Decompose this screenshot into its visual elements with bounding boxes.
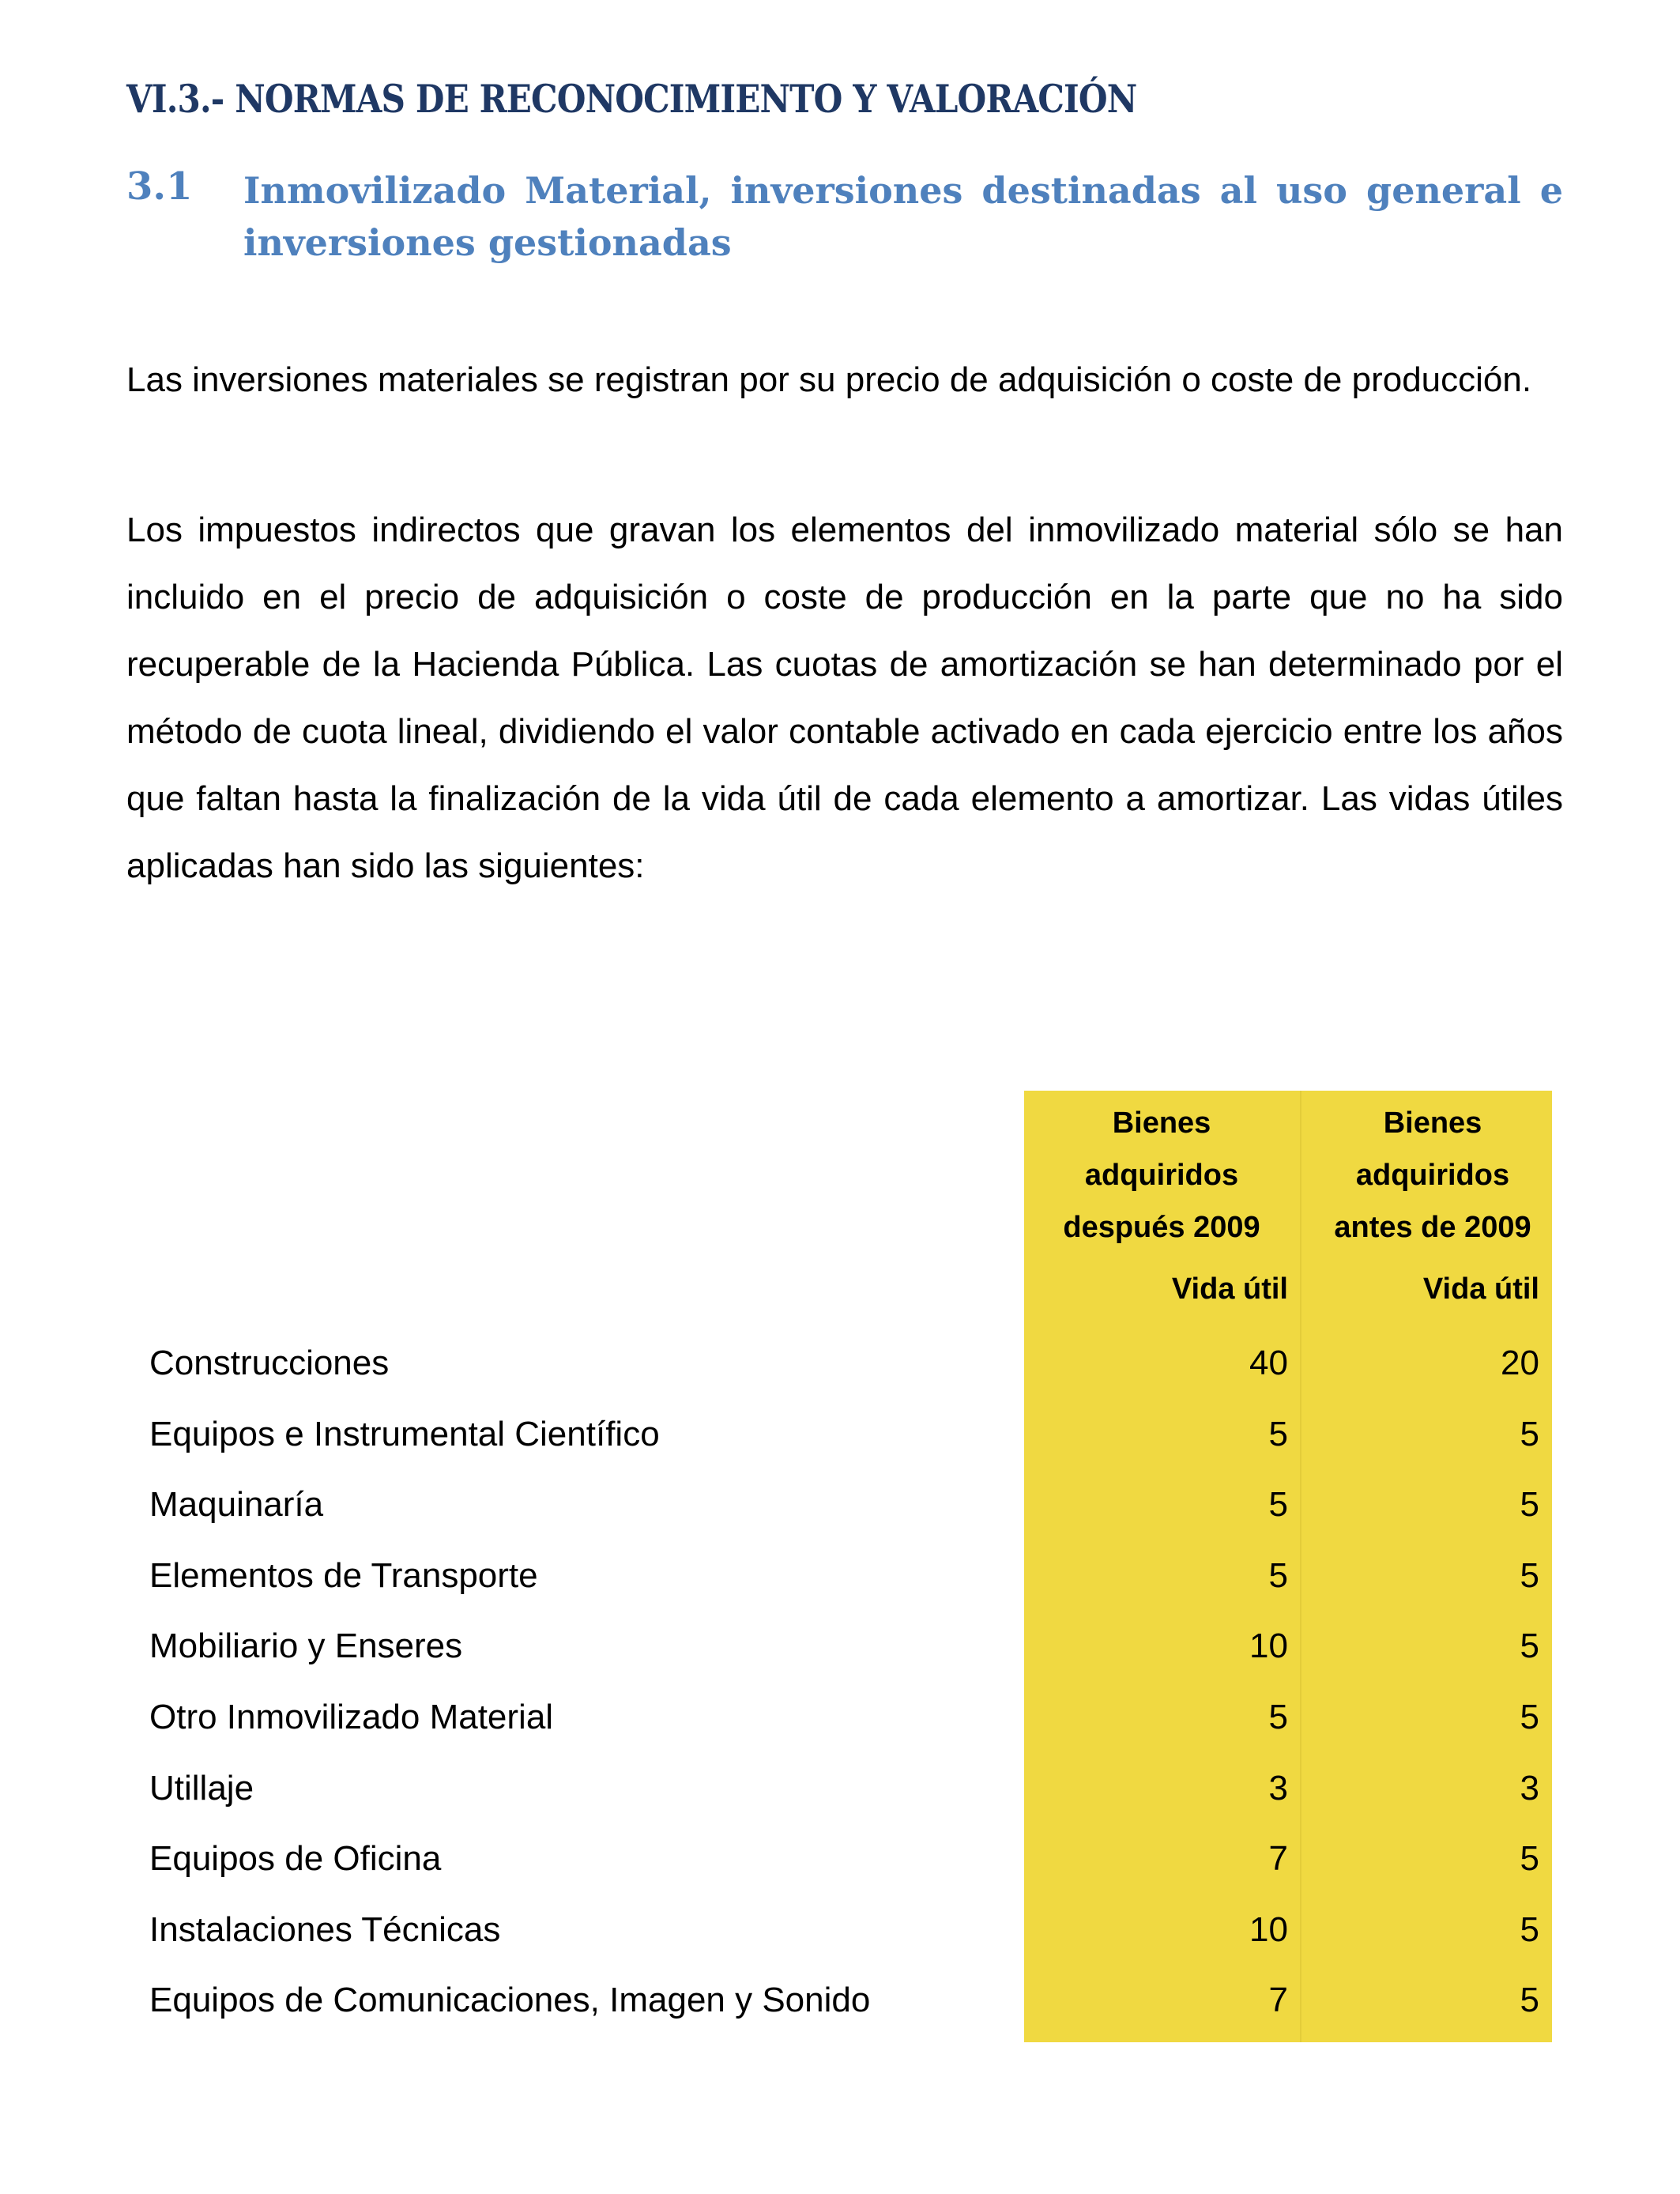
subheader-vida-util-after: Vida útil [1171,1272,1288,1306]
section-title [243,164,1563,269]
table-row [0,1682,1680,1753]
row-value-after-2009: 10 [1249,1627,1288,1666]
row-value-after-2009: 5 [1268,1485,1288,1525]
subheader-vida-util-before: Vida útil [1422,1272,1539,1306]
row-label: Equipos de Oficina [149,1839,442,1879]
header-line: adquiridos [1355,1159,1510,1192]
row-value-after-2009: 5 [1268,1555,1288,1595]
row-value-before-2009: 5 [1520,1627,1539,1666]
paragraph-2: Los impuestos indirectos que gravan los elementos del inmovilizado material sólo se han incluido en el precio de adquisición o coste de producción en la parte que no ha sido recuperable de la Hacienda Pública. Las cuotas de amortización se han determinado por el método de cuota lineal, dividiendo el valor contable activado en cada ejercicio entre los años que faltan hasta la finalización de la vida útil de cada elemento a amortizar. Las vidas útiles aplicadas han sido las siguientes: [126,511,1563,885]
row-value-before-2009: 5 [1520,1839,1539,1879]
paragraph-1: Las inversiones materiales se registran por su precio de adquisición o coste de producción. [126,360,1532,399]
page-heading: VI.3.- NORMAS DE RECONOCIMIENTO Y VALORACIÓN [126,76,1137,122]
row-label: Utillaje [149,1768,254,1808]
table-row [0,1328,1680,1399]
row-value-after-2009: 5 [1268,1414,1288,1453]
section-title-line1: Inmovilizado Material, inversiones destinadas al uso general e [243,169,1563,212]
section-number: 3.1 [126,164,193,209]
section-title-line2: inversiones gestionadas [243,221,732,264]
header-line: antes de 2009 [1334,1211,1531,1244]
row-value-after-2009: 7 [1268,1981,1288,2020]
table-row [0,1965,1680,2036]
row-value-after-2009: 5 [1268,1697,1288,1736]
header-line: adquiridos [1084,1159,1239,1192]
column-header-after-2009 [1031,1097,1292,1253]
header-line: Bienes [1112,1106,1211,1140]
row-value-after-2009: 7 [1268,1839,1288,1879]
row-value-before-2009: 5 [1520,1555,1539,1595]
row-label: Construcciones [149,1344,390,1382]
row-value-before-2009: 20 [1501,1344,1539,1382]
row-value-before-2009: 5 [1520,1697,1539,1736]
table-row [0,1540,1680,1612]
table-row [0,1823,1680,1894]
table-row [0,1611,1680,1682]
table-row [0,1753,1680,1824]
row-value-before-2009: 5 [1520,1485,1539,1525]
row-value-before-2009: 5 [1520,1909,1539,1949]
row-label: Mobiliario y Enseres [149,1627,463,1666]
row-value-after-2009: 10 [1249,1909,1288,1949]
row-value-after-2009: 3 [1268,1768,1288,1808]
row-label: Elementos de Transporte [149,1555,538,1595]
row-label: Otro Inmovilizado Material [149,1697,554,1736]
row-value-after-2009: 40 [1249,1344,1288,1382]
row-label: Instalaciones Técnicas [149,1909,501,1949]
row-label: Equipos e Instrumental Científico [149,1414,660,1453]
row-value-before-2009: 5 [1520,1414,1539,1453]
column-header-before-2009 [1302,1097,1563,1253]
table-body [0,1328,1680,2036]
table-row [0,1469,1680,1540]
header-line: Bienes [1383,1106,1482,1140]
header-line: después 2009 [1063,1211,1260,1244]
row-value-before-2009: 3 [1520,1768,1539,1808]
row-value-before-2009: 5 [1520,1981,1539,2020]
table-row [0,1894,1680,1966]
row-label: Maquinaría [149,1485,324,1525]
table-row [0,1399,1680,1470]
row-label: Equipos de Comunicaciones, Imagen y Sonido [149,1981,871,2020]
